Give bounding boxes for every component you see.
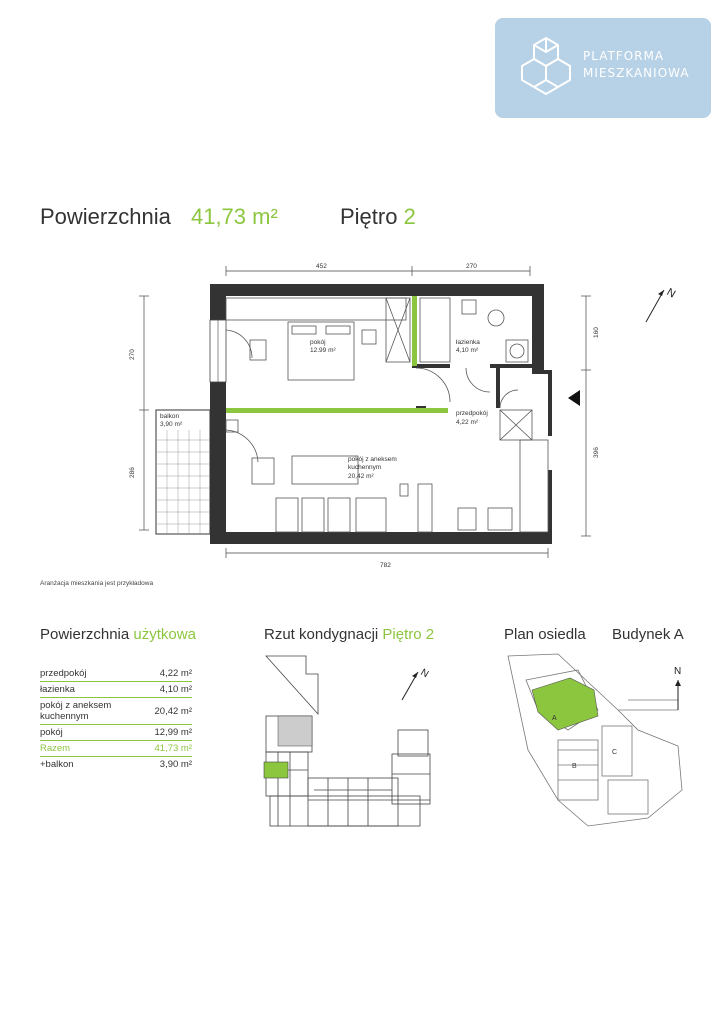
dim-top-left: 452 bbox=[316, 263, 327, 270]
dim-left-upper: 270 bbox=[129, 349, 136, 360]
building-a-highlight bbox=[532, 678, 598, 730]
svg-text:N: N bbox=[674, 666, 682, 677]
site-plan-map bbox=[498, 650, 698, 830]
floor-label: Piętro bbox=[340, 204, 398, 229]
table-row: +balkon 3,90 m² bbox=[40, 759, 192, 770]
north-arrow-icon bbox=[402, 667, 430, 700]
entrance-arrow-icon bbox=[568, 390, 580, 406]
room-kuchnia-area: 20,42 m² bbox=[348, 473, 374, 480]
area-label: Powierzchnia bbox=[40, 204, 171, 229]
area-value: 41,73 m² bbox=[190, 204, 278, 229]
room-przedpokoj-area: 4,22 m² bbox=[456, 419, 479, 426]
highlighted-unit bbox=[264, 762, 288, 778]
site-plan-title: Plan osiedla bbox=[504, 626, 586, 643]
svg-text:N: N bbox=[664, 286, 678, 301]
dim-left-lower: 286 bbox=[129, 467, 136, 478]
table-row: łazienka 4,10 m² bbox=[40, 682, 192, 698]
balcony bbox=[156, 410, 210, 534]
room-przedpokoj-name: przedpokój bbox=[456, 410, 488, 417]
room-kuchnia-line1: pokój z aneksem bbox=[348, 456, 397, 463]
logo-line-2: MIESZKANIOWA bbox=[583, 66, 690, 80]
site-label-a: A bbox=[552, 715, 557, 722]
table-row: pokój z aneksem kuchennym 20,42 m² bbox=[40, 698, 192, 725]
furniture bbox=[226, 298, 548, 532]
arrangement-note: Aranżacja mieszkania jest przykładowa bbox=[40, 580, 154, 587]
room-lazienka-name: łazienka bbox=[456, 339, 480, 346]
svg-text:N: N bbox=[418, 667, 431, 681]
north-arrow-icon bbox=[646, 286, 677, 322]
room-lazienka-area: 4,10 m² bbox=[456, 347, 479, 354]
room-pokoj-area: 12.99 m² bbox=[310, 347, 336, 354]
table-row: przedpokój 4,22 m² bbox=[40, 666, 192, 682]
table-row-total: Razem 41,73 m² bbox=[40, 741, 192, 757]
dim-top-right: 270 bbox=[466, 263, 477, 270]
room-balkon-name: balkon bbox=[160, 413, 180, 420]
usable-area-table bbox=[40, 666, 192, 772]
dim-right-upper: 160 bbox=[593, 327, 600, 338]
logo-line-1: PLATFORMA bbox=[583, 49, 665, 63]
highlighted-walls bbox=[226, 296, 448, 413]
site-plan-building: Budynek A bbox=[612, 626, 684, 643]
room-kuchnia-line2: kuchennym bbox=[348, 464, 382, 471]
dim-right-lower: 396 bbox=[593, 447, 600, 458]
room-balkon-area: 3,90 m² bbox=[160, 421, 183, 428]
room-pokoj-name: pokój bbox=[310, 339, 326, 346]
north-arrow-icon bbox=[674, 666, 681, 710]
site-label-c: C bbox=[612, 749, 618, 756]
floor-plan-title: Rzut kondygnacji Piętro 2 bbox=[264, 626, 435, 643]
dim-bottom: 782 bbox=[380, 562, 391, 569]
building-floor-plan bbox=[258, 650, 438, 836]
usable-area-title: Powierzchnia użytkowa bbox=[40, 626, 196, 643]
site-label-b: B bbox=[572, 763, 577, 770]
table-row: pokój 12,99 m² bbox=[40, 725, 192, 741]
floor-value: 2 bbox=[403, 204, 416, 229]
outer-walls bbox=[210, 284, 552, 544]
